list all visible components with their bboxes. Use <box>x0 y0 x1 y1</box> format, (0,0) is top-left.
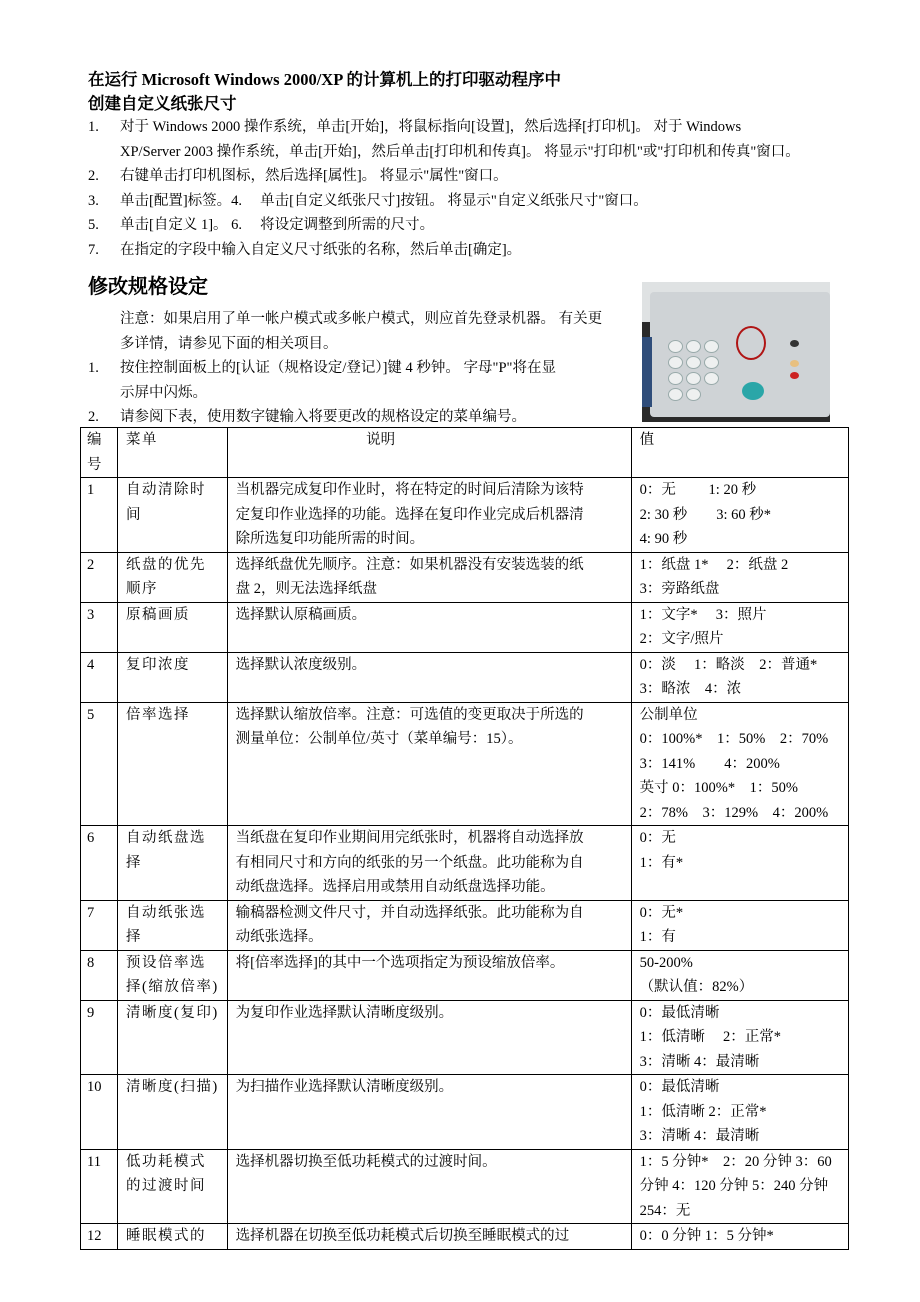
value-line: 0：100%* 1：50% 2：70% <box>639 731 829 747</box>
description-line: 选择默认浓度级别。 <box>235 656 367 673</box>
line-text: 多详情，请参见下面的相关项目。 <box>120 335 338 352</box>
column-header <box>118 428 228 478</box>
value-line: 3：141% 4：200% <box>639 755 780 772</box>
table-row <box>81 1075 849 1150</box>
cell-menu <box>118 652 228 702</box>
value-line: 1：有 <box>639 929 676 945</box>
cell-number <box>81 1149 118 1224</box>
cell-menu <box>118 826 228 901</box>
menu-number: 9 <box>87 1004 95 1021</box>
list-number: 5. <box>88 217 99 234</box>
value-line: （默认值：82%） <box>639 979 754 995</box>
section-heading: 修改规格设定 <box>88 274 208 298</box>
value-line: 3：清晰 4：最清晰 <box>639 1128 760 1144</box>
cell-value <box>631 826 848 901</box>
value-line: 1：有* <box>639 854 684 871</box>
cell-number <box>81 652 118 702</box>
paragraph-line <box>88 189 648 214</box>
cell-value <box>631 1224 848 1250</box>
menu-number: 2 <box>87 556 95 573</box>
cell-value <box>631 1149 848 1224</box>
cell-description <box>227 826 631 901</box>
keypad-key-icon <box>668 372 683 385</box>
cell-number <box>81 602 118 652</box>
cell-menu <box>118 1224 228 1250</box>
keypad-key-icon <box>668 340 683 353</box>
table-row <box>81 1224 849 1250</box>
menu-name: 清晰度(复印) <box>126 1004 219 1021</box>
cell-description <box>227 602 631 652</box>
value-line: 1：纸盘 1* 2：纸盘 2 <box>639 556 789 573</box>
paragraph-line <box>88 332 338 357</box>
value-line: 2: 30 秒 3: 60 秒* <box>639 506 771 523</box>
description-line: 输稿器检测文件尺寸，并自动选择纸张。此功能称为自 <box>235 904 584 921</box>
description-line: 为扫描作业选择默认清晰度级别。 <box>235 1079 454 1095</box>
value-line: 3：略浓 4：浓 <box>639 681 742 697</box>
menu-name: 倍率选择 <box>126 706 190 723</box>
cell-number <box>81 1075 118 1150</box>
list-number: 3. <box>88 192 99 209</box>
description-line: 测量单位：公制单位/英寸（菜单编号：15）。 <box>235 731 523 747</box>
menu-name: 择 <box>126 929 142 945</box>
menu-name: 自动纸盘选 <box>126 830 206 846</box>
line-text: 请参阅下表，使用数字键输入将要更改的规格设定的菜单编号。 <box>120 409 526 426</box>
description-line: 除所选复印功能所需的时间。 <box>235 531 425 547</box>
cell-number <box>81 1224 118 1250</box>
indicator-dot-icon <box>790 340 799 347</box>
table-header-row <box>81 428 849 478</box>
cell-description <box>227 478 631 553</box>
menu-name: 清晰度(扫描) <box>126 1079 219 1095</box>
table-row <box>81 552 849 602</box>
description-line: 将[倍率选择]的其中一个选项指定为预设缩放倍率。 <box>235 954 565 971</box>
value-line: 0：0 分钟 1：5 分钟* <box>639 1228 774 1244</box>
paragraph-line <box>88 140 800 165</box>
menu-number: 6 <box>87 830 95 846</box>
description-line: 为复印作业选择默认清晰度级别。 <box>235 1004 454 1021</box>
list-number: 1. <box>88 360 99 377</box>
column-header <box>81 428 118 478</box>
column-header <box>631 428 848 478</box>
cell-menu <box>118 1000 228 1075</box>
line-text: 对于 Windows 2000 操作系统，单击[开始]，将鼠标指向[设置]，然后选择[打印机]。 对于 Windows <box>120 119 742 135</box>
value-line: 2：78% 3：129% 4：200% <box>639 804 829 821</box>
control-panel-photo <box>642 282 830 422</box>
cell-description <box>227 1000 631 1075</box>
keypad-key-icon <box>686 356 701 369</box>
cell-description <box>227 950 631 1000</box>
cell-description <box>227 1075 631 1150</box>
header-text: 号 <box>87 456 102 473</box>
keypad-key-icon <box>686 340 701 353</box>
table-row <box>81 602 849 652</box>
cell-value <box>631 652 848 702</box>
table-row <box>81 1149 849 1224</box>
table-row <box>81 478 849 553</box>
menu-number: 11 <box>87 1153 101 1170</box>
value-line: 1：5 分钟* 2：20 分钟 3：60 <box>639 1153 832 1170</box>
cell-menu <box>118 602 228 652</box>
description-line: 选择默认缩放倍率。注意：可选值的变更取决于所选的 <box>235 706 584 723</box>
cell-value <box>631 602 848 652</box>
indicator-dot-icon <box>790 372 799 379</box>
cell-menu <box>118 950 228 1000</box>
menu-name: 复印浓度 <box>126 656 190 673</box>
header-text: 说明 <box>235 432 396 448</box>
menu-name: 择 <box>126 854 142 871</box>
description-line: 定复印作业选择的功能。选择在复印作业完成后机器清 <box>235 506 584 523</box>
value-line: 0：最低清晰 <box>639 1004 720 1021</box>
cell-description <box>227 1224 631 1250</box>
keypad-key-icon <box>704 356 719 369</box>
cell-value <box>631 702 848 826</box>
table-row <box>81 950 849 1000</box>
menu-number: 12 <box>87 1228 102 1244</box>
paragraph-line <box>88 238 521 263</box>
cell-number <box>81 950 118 1000</box>
line-text: 单击[自定义 1]。 6. 将设定调整到所需的尺寸。 <box>120 217 435 234</box>
value-line: 3：清晰 4：最清晰 <box>639 1053 760 1070</box>
line-text: 右键单击打印机图标，然后选择[属性]。 将显示"属性"窗口。 <box>120 168 508 185</box>
cell-description <box>227 702 631 826</box>
description-line: 盘 2，则无法选择纸盘 <box>235 581 378 597</box>
line-text: 示屏中闪烁。 <box>120 384 207 401</box>
cell-value <box>631 1000 848 1075</box>
description-line: 有相同尺寸和方向的纸张的另一个纸盘。此功能称为自 <box>235 854 584 871</box>
cell-description <box>227 552 631 602</box>
value-line: 分钟 4：120 分钟 5：240 分钟 <box>639 1178 829 1194</box>
paragraph-line <box>88 115 741 140</box>
cell-menu <box>118 1149 228 1224</box>
description-line: 选择机器在切换至低功耗模式后切换至睡眠模式的过 <box>235 1228 570 1244</box>
menu-name: 自动纸张选 <box>126 904 206 921</box>
cell-menu <box>118 552 228 602</box>
column-header <box>227 428 631 478</box>
keypad-key-icon <box>704 340 719 353</box>
paragraph-line <box>88 164 508 189</box>
settings-table <box>80 427 849 1250</box>
cell-value <box>631 950 848 1000</box>
menu-number: 7 <box>87 904 95 921</box>
menu-name: 自动清除时 <box>126 482 206 498</box>
cell-value <box>631 552 848 602</box>
description-line: 动纸盘选择。选择启用或禁用自动纸盘选择功能。 <box>235 879 555 895</box>
paragraph-line <box>88 213 434 238</box>
menu-number: 10 <box>87 1079 102 1095</box>
menu-number: 3 <box>87 606 95 623</box>
line-text: XP/Server 2003 操作系统，单击[开始]，然后单击[打印机和传真]。 将显示"打印机"或"打印机和传真"窗口。 <box>120 143 800 160</box>
indicator-dot-icon <box>790 360 799 367</box>
value-line: 50-200% <box>639 954 693 971</box>
cell-menu <box>118 702 228 826</box>
description-line: 当纸盘在复印作业期间用完纸张时，机器将自动选择放 <box>235 830 584 846</box>
table-row <box>81 702 849 826</box>
list-number: 7. <box>88 242 99 258</box>
menu-name: 低功耗模式 <box>126 1153 206 1170</box>
menu-number: 1 <box>87 482 95 498</box>
menu-name: 的过渡时间 <box>126 1178 206 1194</box>
header-text: 编 <box>87 432 102 448</box>
value-line: 英寸 0：100%* 1：50% <box>639 780 798 796</box>
keypad-key-icon <box>686 372 701 385</box>
value-line: 1：低清晰 2：正常* <box>639 1029 782 1045</box>
cell-number <box>81 702 118 826</box>
table-row <box>81 652 849 702</box>
description-line: 选择默认原稿画质。 <box>235 606 367 623</box>
cell-description <box>227 652 631 702</box>
menu-name: 原稿画质 <box>126 606 190 623</box>
table-row <box>81 826 849 901</box>
value-line: 0：最低清晰 <box>639 1079 720 1095</box>
paragraph-line <box>88 307 602 332</box>
menu-number: 8 <box>87 954 95 971</box>
value-line: 0：无* <box>639 904 684 921</box>
description-line: 当机器完成复印作业时，将在特定的时间后清除为该特 <box>235 482 584 498</box>
list-number: 2. <box>88 168 99 185</box>
menu-name: 择(缩放倍率) <box>126 979 219 995</box>
paragraph-line <box>88 356 556 381</box>
list-number: 2. <box>88 409 99 426</box>
cell-number <box>81 826 118 901</box>
cell-menu <box>118 1075 228 1150</box>
keypad-key-icon <box>704 372 719 385</box>
menu-name: 间 <box>126 506 142 523</box>
value-line: 2：文字/照片 <box>639 631 724 647</box>
paragraph-line <box>88 381 207 406</box>
cell-number <box>81 1000 118 1075</box>
description-line: 选择机器切换至低功耗模式的过渡时间。 <box>235 1153 497 1170</box>
menu-number: 4 <box>87 656 95 673</box>
line-text: 在指定的字段中输入自定义尺寸纸张的名称，然后单击[确定]。 <box>120 242 522 258</box>
cell-menu <box>118 478 228 553</box>
description-line: 选择纸盘优先顺序。注意：如果机器没有安装选装的纸 <box>235 556 584 573</box>
cell-description <box>227 900 631 950</box>
menu-name: 睡眠模式的 <box>126 1228 206 1244</box>
cell-description <box>227 1149 631 1224</box>
cell-number <box>81 900 118 950</box>
menu-name: 预设倍率选 <box>126 954 206 971</box>
header-text: 值 <box>639 432 655 448</box>
section-title: 在运行 Microsoft Windows 2000/XP 的计算机上的打印驱动程序中 <box>88 70 562 89</box>
value-line: 0：无 1: 20 秒 <box>639 482 757 498</box>
value-line: 3：旁路纸盘 <box>639 581 720 597</box>
start-button-icon <box>742 382 764 400</box>
value-line: 254：无 <box>639 1202 691 1219</box>
value-line: 0：无 <box>639 830 676 846</box>
cell-menu <box>118 900 228 950</box>
menu-name: 纸盘的优先 <box>126 556 206 573</box>
value-line: 公制单位 <box>639 706 698 723</box>
line-text: 单击[配置]标签。4. 单击[自定义纸张尺寸]按钮。 将显示"自定义纸张尺寸"窗口。 <box>120 192 648 209</box>
header-text: 菜单 <box>126 432 158 448</box>
value-line: 0：淡 1：略淡 2：普通* <box>639 656 818 673</box>
highlight-circle <box>736 326 766 360</box>
cell-number <box>81 478 118 553</box>
menu-name: 顺序 <box>126 581 158 597</box>
table-row <box>81 900 849 950</box>
keypad-key-icon <box>668 388 683 401</box>
description-line: 动纸张选择。 <box>235 929 323 945</box>
cell-value <box>631 900 848 950</box>
cell-value <box>631 478 848 553</box>
value-line: 1：低清晰 2：正常* <box>639 1103 767 1120</box>
menu-number: 5 <box>87 706 95 723</box>
cell-number <box>81 552 118 602</box>
line-text: 按住控制面板上的[认证（规格设定/登记）]键 4 秒钟。 字母"P"将在显 <box>120 360 556 377</box>
line-text: 注意：如果启用了单一帐户模式或多帐户模式，则应首先登录机器。 有关更 <box>120 311 603 327</box>
table-row <box>81 1000 849 1075</box>
keypad-key-icon <box>686 388 701 401</box>
value-line: 4: 90 秒 <box>639 531 688 547</box>
list-number: 1. <box>88 119 99 135</box>
keypad-key-icon <box>668 356 683 369</box>
section-subtitle: 创建自定义纸张尺寸 <box>88 94 237 113</box>
cell-value <box>631 1075 848 1150</box>
value-line: 1：文字* 3：照片 <box>639 606 767 623</box>
